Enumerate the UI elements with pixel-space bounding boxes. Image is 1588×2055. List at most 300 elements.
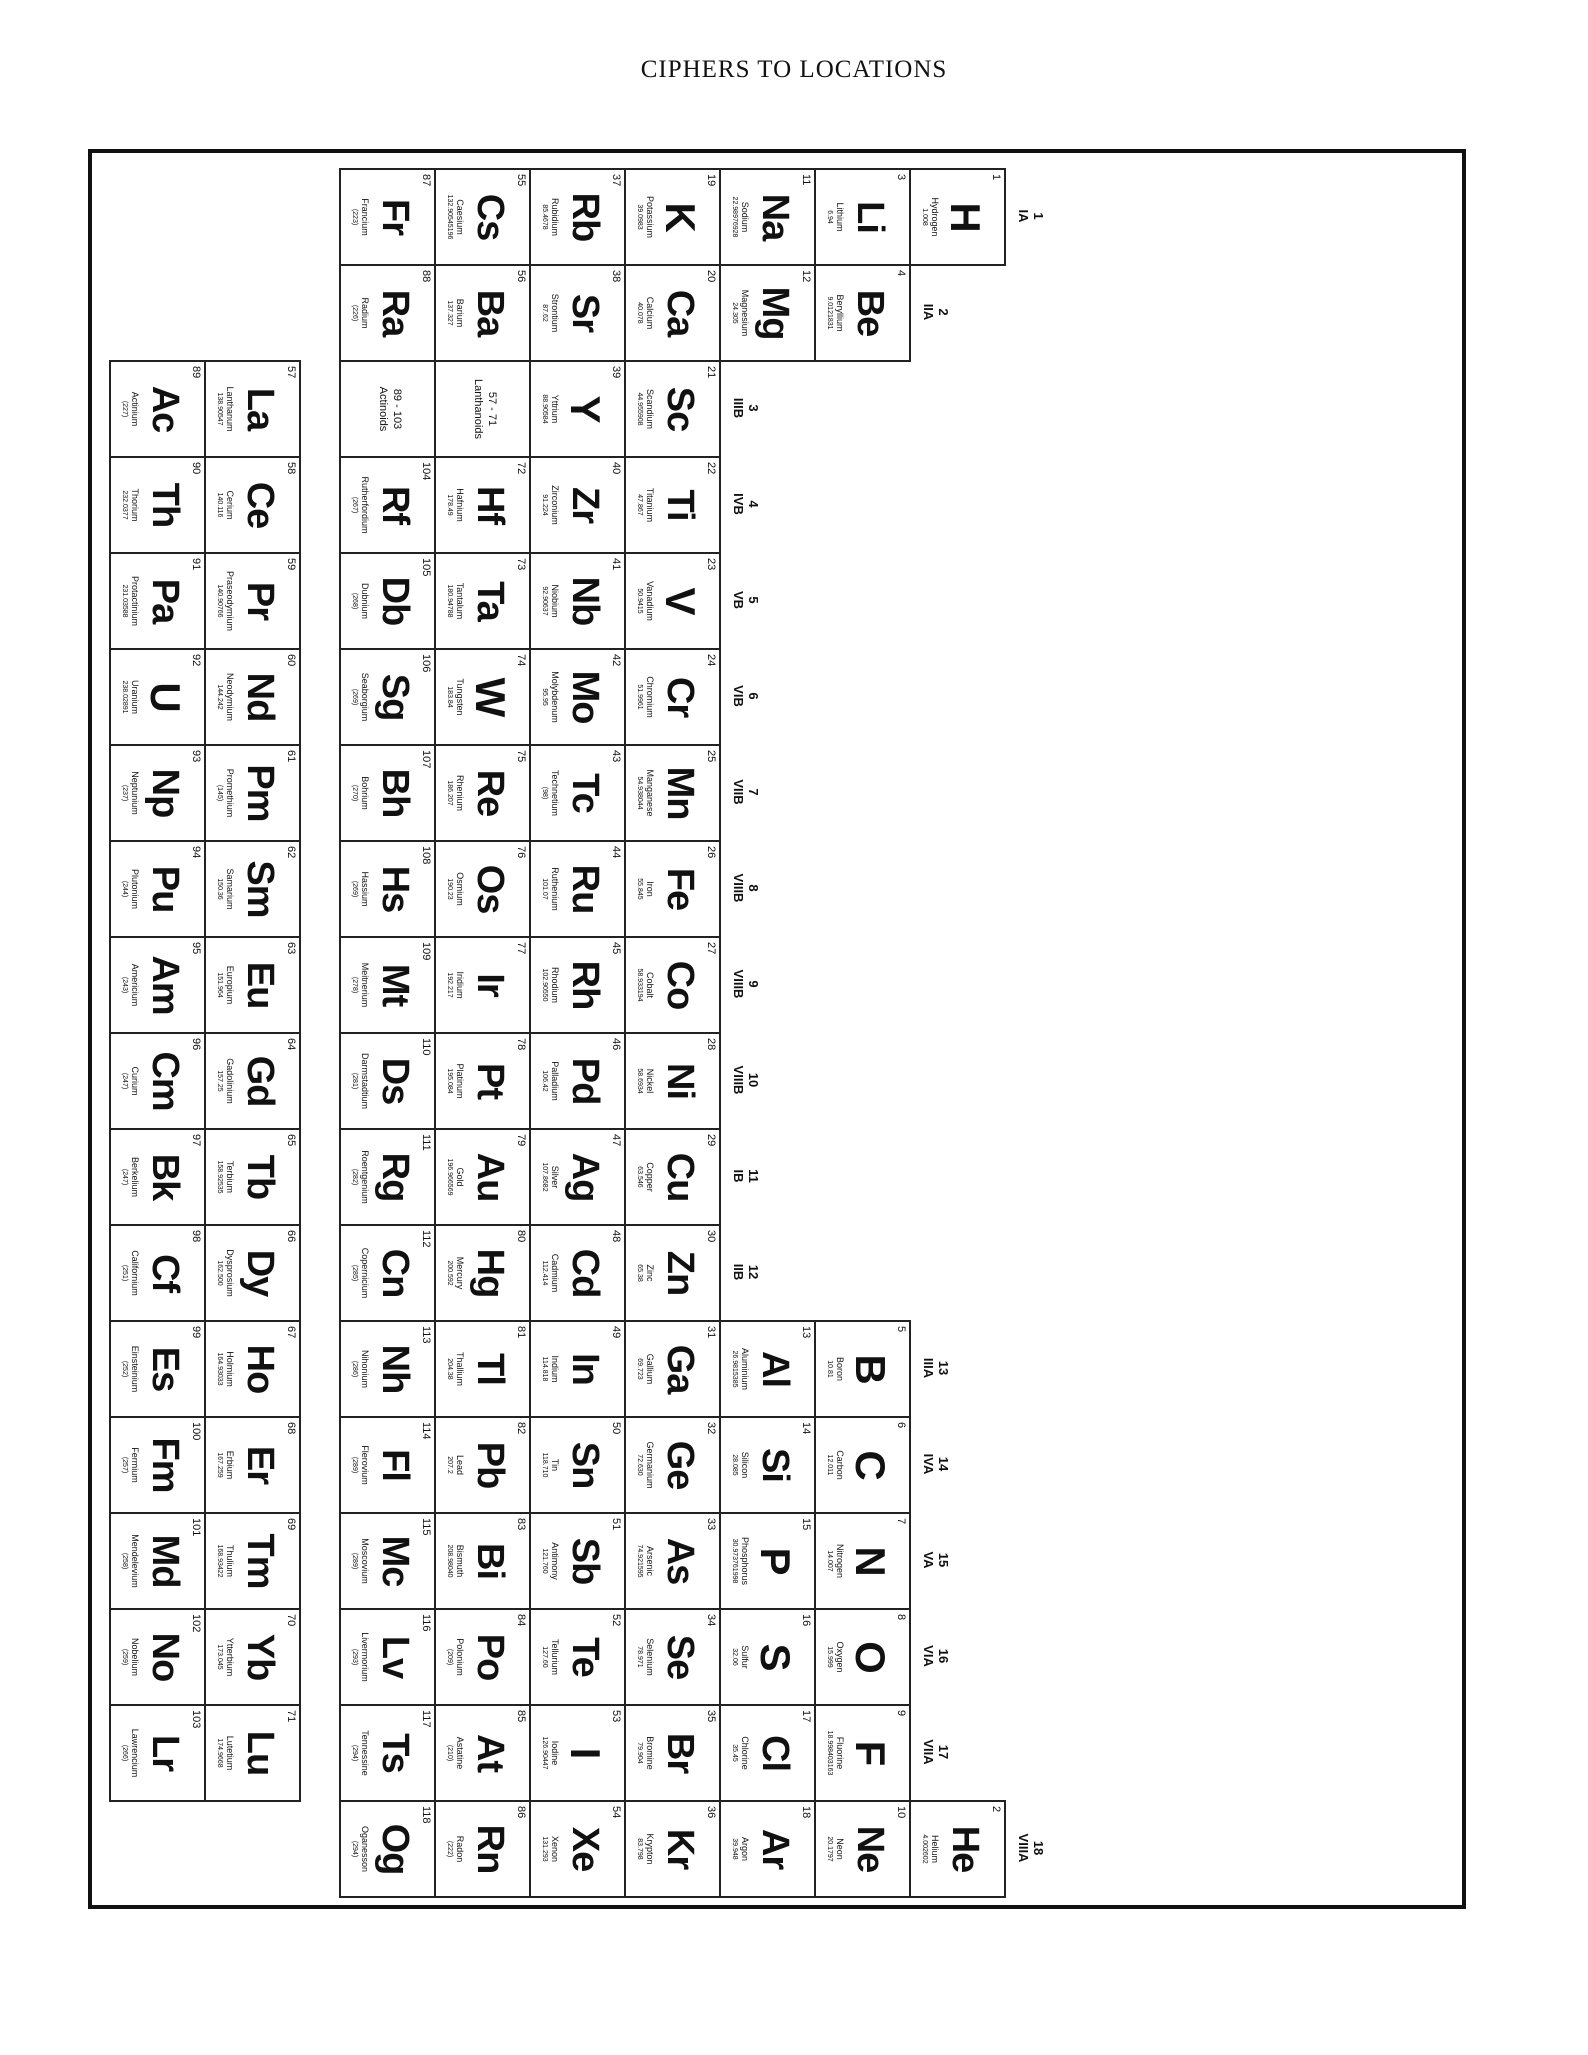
- element-name: Tin: [550, 1458, 560, 1472]
- atomic-mass: (252): [121, 1360, 128, 1378]
- element-cell-md: [109, 1512, 206, 1610]
- atomic-mass: (281): [351, 1072, 358, 1090]
- element-symbol: Pb: [469, 1441, 511, 1489]
- element-cell-na: [719, 168, 816, 266]
- element-name: Caesium: [455, 199, 465, 235]
- group-number: 13: [936, 1360, 951, 1376]
- atomic-mass: 6.94: [826, 210, 833, 224]
- atomic-mass: 168.93422: [216, 1544, 223, 1578]
- atomic-number: 96: [190, 1038, 202, 1051]
- element-cell-p: [719, 1512, 816, 1610]
- element-name: Neon: [835, 1838, 845, 1860]
- atomic-number: 79: [515, 1134, 527, 1147]
- element-cell-h: [909, 168, 1006, 266]
- group-header: [921, 1704, 951, 1800]
- element-name: Tellurium: [550, 1638, 560, 1675]
- atomic-mass: 4.002602: [921, 1834, 928, 1864]
- element-symbol: Ne: [849, 1825, 891, 1873]
- element-cell-n: [814, 1512, 911, 1610]
- element-cell-bi: [434, 1512, 531, 1610]
- atomic-number: 75: [515, 750, 527, 763]
- group-number: 17: [936, 1744, 951, 1760]
- element-cell-cn: [339, 1224, 436, 1322]
- element-symbol: Am: [144, 955, 186, 1015]
- element-symbol: Cf: [144, 1253, 186, 1293]
- element-name: Thulium: [225, 1544, 235, 1577]
- atomic-number: 99: [190, 1326, 202, 1339]
- atomic-mass: 186.207: [446, 780, 453, 806]
- atomic-mass: (247): [121, 1168, 128, 1186]
- atomic-number: 19: [705, 174, 717, 187]
- element-symbol: O: [847, 1641, 894, 1673]
- element-symbol: Og: [374, 1823, 416, 1875]
- group-number: 14: [936, 1456, 951, 1472]
- atomic-number: 16: [800, 1614, 812, 1627]
- element-cell-eu: [204, 936, 301, 1034]
- element-name: Californium: [130, 1250, 140, 1296]
- atomic-number: 9: [895, 1710, 907, 1717]
- element-cell-si: [719, 1416, 816, 1514]
- element-cell-dy: [204, 1224, 301, 1322]
- group-number: 8: [746, 884, 761, 892]
- element-symbol: H: [942, 202, 989, 232]
- element-name: Roentgenium: [360, 1150, 370, 1204]
- atomic-number: 23: [705, 558, 717, 571]
- element-symbol: Y: [562, 395, 609, 423]
- atomic-mass: 183.84: [446, 686, 453, 708]
- atomic-mass: 238.02891: [121, 680, 128, 714]
- element-symbol: Sn: [564, 1441, 606, 1489]
- element-name: Holmium: [225, 1351, 235, 1387]
- atomic-number: 57: [285, 366, 297, 379]
- element-cell-cd: [529, 1224, 626, 1322]
- atomic-number: 40: [610, 462, 622, 475]
- atomic-mass: 95.95: [541, 688, 548, 706]
- atomic-mass: (289): [351, 1456, 358, 1474]
- element-name: Sulfur: [740, 1645, 750, 1669]
- element-symbol: Tb: [239, 1154, 281, 1200]
- element-symbol: Ds: [374, 1057, 416, 1105]
- element-name: Potassium: [645, 195, 655, 239]
- element-symbol: Rf: [374, 485, 416, 525]
- element-symbol: Tl: [469, 1353, 511, 1385]
- element-cell-sc: [624, 360, 721, 458]
- atomic-number: 114: [420, 1422, 432, 1440]
- element-cell-ra: [339, 264, 436, 362]
- element-cell-c: [814, 1416, 911, 1514]
- element-name: Protactinium: [130, 575, 140, 627]
- atomic-mass: 79.904: [636, 1742, 643, 1764]
- element-name: Samarium: [225, 868, 235, 910]
- element-name: Actinium: [130, 391, 140, 427]
- element-cell-ho: [204, 1320, 301, 1418]
- element-name: Iridium: [455, 971, 465, 999]
- element-cell-i: [529, 1704, 626, 1802]
- element-name: Dysprosium: [225, 1249, 235, 1297]
- element-symbol: F: [847, 1740, 894, 1766]
- element-symbol: Ru: [564, 864, 606, 914]
- element-symbol: Fe: [659, 867, 701, 911]
- atomic-number: 36: [705, 1806, 717, 1819]
- atomic-number: 83: [515, 1518, 527, 1531]
- atomic-mass: 131.293: [541, 1836, 548, 1862]
- element-cell-rg: [339, 1128, 436, 1226]
- element-name: Uranium: [130, 679, 140, 714]
- group-header: [921, 264, 951, 360]
- element-cell-ag: [529, 1128, 626, 1226]
- element-name: Nobelium: [130, 1637, 140, 1677]
- element-name: Manganese: [645, 769, 655, 817]
- element-name: Francium: [360, 198, 370, 236]
- atomic-mass: 180.94788: [446, 584, 453, 618]
- element-symbol: Bh: [374, 768, 416, 818]
- element-name: Gold: [455, 1167, 465, 1187]
- element-name: Thallium: [455, 1351, 465, 1386]
- element-cell-ta: [434, 552, 531, 650]
- element-name: Arsenic: [645, 1545, 655, 1576]
- atomic-mass: 157.25: [216, 1070, 223, 1092]
- element-symbol: Fr: [374, 199, 416, 235]
- element-cell-th: [109, 456, 206, 554]
- atomic-mass: (270): [351, 784, 358, 802]
- element-name: Bromine: [645, 1736, 655, 1770]
- element-cell-os: [434, 840, 531, 938]
- series-placeholder-text: [471, 362, 499, 456]
- element-name: Bismuth: [455, 1544, 465, 1578]
- element-symbol: Rg: [374, 1152, 416, 1202]
- atomic-number: 116: [420, 1614, 432, 1632]
- element-cell-ge: [624, 1416, 721, 1514]
- atomic-number: 74: [515, 654, 527, 667]
- element-symbol: Ac: [144, 385, 186, 433]
- atomic-number: 87: [420, 174, 432, 187]
- atomic-number: 106: [420, 654, 432, 673]
- atomic-mass: 173.045: [216, 1644, 223, 1670]
- element-cell-sg: [339, 648, 436, 746]
- element-name: Copper: [645, 1162, 655, 1192]
- element-cell-es: [109, 1320, 206, 1418]
- atomic-mass: 140.116: [216, 492, 223, 518]
- atomic-mass: 167.259: [216, 1452, 223, 1478]
- element-name: Lutetium: [225, 1735, 235, 1771]
- atomic-mass: (294): [351, 1744, 358, 1762]
- element-name: Selenium: [645, 1638, 655, 1676]
- element-name: Fermium: [130, 1447, 140, 1483]
- element-cell-ru: [529, 840, 626, 938]
- atomic-mass: 14.007: [826, 1550, 833, 1572]
- atomic-number: 47: [610, 1134, 622, 1147]
- element-cell-kr: [624, 1800, 721, 1898]
- atomic-number: 5: [895, 1326, 907, 1333]
- atomic-mass: 200.592: [446, 1260, 453, 1286]
- element-name: Neptunium: [130, 771, 140, 815]
- atomic-number: 85: [515, 1710, 527, 1723]
- group-number: 12: [746, 1264, 761, 1280]
- atomic-mass: (285): [351, 1264, 358, 1282]
- element-cell-te: [529, 1608, 626, 1706]
- atomic-mass: (226): [351, 304, 358, 322]
- atomic-mass: (286): [351, 1360, 358, 1378]
- element-name: Silicon: [740, 1451, 750, 1479]
- element-symbol: Ag: [564, 1152, 606, 1202]
- element-name: Berkelium: [130, 1156, 140, 1197]
- element-name: Cobalt: [645, 971, 655, 998]
- element-symbol: Hg: [469, 1248, 511, 1298]
- atomic-number: 10: [895, 1806, 907, 1819]
- element-cell-lv: [339, 1608, 436, 1706]
- element-cell-mn: [624, 744, 721, 842]
- element-cell-zn: [624, 1224, 721, 1322]
- atomic-mass: (269): [351, 688, 358, 706]
- atomic-number: 80: [515, 1230, 527, 1243]
- group-roman: VIIIB: [731, 873, 746, 903]
- element-name: Sodium: [740, 201, 750, 233]
- element-cell-pb: [434, 1416, 531, 1514]
- atomic-mass: 190.23: [446, 878, 453, 900]
- element-symbol: Li: [849, 201, 891, 233]
- element-cell-cm: [109, 1032, 206, 1130]
- element-cell-ar: [719, 1800, 816, 1898]
- atomic-mass: 1.008: [921, 208, 928, 226]
- atomic-number: 30: [705, 1230, 717, 1243]
- atomic-number: 39: [610, 366, 622, 379]
- element-name: Ruthenium: [550, 867, 560, 911]
- element-cell-ba: [434, 264, 531, 362]
- element-name: Barium: [455, 298, 465, 328]
- element-symbol: Kr: [659, 1828, 701, 1870]
- element-cell-ni: [624, 1032, 721, 1130]
- element-name: Silver: [550, 1165, 560, 1189]
- group-number: 1: [1031, 212, 1046, 220]
- atomic-mass: 195.084: [446, 1068, 453, 1094]
- atomic-number: 90: [190, 462, 202, 475]
- atomic-number: 110: [420, 1038, 432, 1056]
- atomic-mass: (289): [351, 1552, 358, 1570]
- atomic-mass: 15.999: [826, 1646, 833, 1668]
- element-name: Einsteinium: [130, 1345, 140, 1393]
- element-name: Chromium: [645, 676, 655, 718]
- element-name: Tennessine: [360, 1730, 370, 1776]
- atomic-mass: (222): [446, 1840, 453, 1858]
- atomic-mass: 39.948: [731, 1838, 738, 1860]
- element-name: Zinc: [645, 1264, 655, 1282]
- element-symbol: Na: [754, 193, 796, 241]
- atomic-mass: (282): [351, 1168, 358, 1186]
- element-cell-mg: [719, 264, 816, 362]
- atomic-mass: 151.964: [216, 972, 223, 998]
- element-name: Yttrium: [550, 394, 560, 424]
- atomic-mass: 102.90550: [541, 968, 548, 1002]
- atomic-number: 18: [800, 1806, 812, 1819]
- atomic-mass: 22.98976928: [731, 196, 738, 238]
- atomic-mass: 74.921595: [636, 1544, 643, 1578]
- element-symbol: W: [467, 677, 514, 717]
- atomic-number: 44: [610, 846, 622, 859]
- element-name: Radium: [360, 297, 370, 329]
- atomic-mass: 192.217: [446, 972, 453, 998]
- group-number: 15: [936, 1552, 951, 1568]
- atomic-mass: 69.723: [636, 1358, 643, 1380]
- element-name: Chlorine: [740, 1736, 750, 1770]
- element-name: Rhenium: [455, 774, 465, 812]
- element-symbol: In: [564, 1353, 606, 1385]
- element-symbol: Np: [144, 768, 186, 818]
- series-range: 89 - 103: [391, 388, 403, 430]
- atomic-number: 6: [895, 1422, 907, 1429]
- atomic-mass: (145): [216, 784, 223, 802]
- atomic-number: 31: [705, 1326, 717, 1339]
- element-cell-tm: [204, 1512, 301, 1610]
- element-symbol: Ar: [754, 1828, 796, 1870]
- element-cell-np: [109, 744, 206, 842]
- atomic-mass: 126.90447: [541, 1736, 548, 1770]
- series-placeholder-text: [376, 362, 404, 456]
- element-cell-lu: [204, 1704, 301, 1802]
- element-name: Nihonium: [360, 1349, 370, 1389]
- element-cell-rf: [339, 456, 436, 554]
- atomic-mass: 140.90766: [216, 584, 223, 618]
- element-name: Rutherfordium: [360, 476, 370, 534]
- atomic-mass: 91.224: [541, 494, 548, 516]
- element-symbol: Cd: [564, 1248, 606, 1298]
- element-symbol: Pa: [144, 578, 186, 624]
- element-cell-se: [624, 1608, 721, 1706]
- atomic-mass: (268): [351, 592, 358, 610]
- atomic-mass: 39.0983: [636, 204, 643, 230]
- atomic-number: 86: [515, 1806, 527, 1819]
- atomic-mass: 121.760: [541, 1548, 548, 1574]
- atomic-number: 13: [800, 1326, 812, 1339]
- element-name: Argon: [740, 1836, 750, 1862]
- element-cell-cu: [624, 1128, 721, 1226]
- element-name: Fluorine: [835, 1736, 845, 1770]
- element-name: Strontium: [550, 293, 560, 333]
- element-cell-mc: [339, 1512, 436, 1610]
- element-symbol: Tm: [239, 1533, 281, 1589]
- element-symbol: Au: [469, 1152, 511, 1202]
- element-name: Vanadium: [645, 581, 655, 621]
- group-header: [921, 1512, 951, 1608]
- atomic-mass: 20.1797: [826, 1836, 833, 1862]
- element-name: Nitrogen: [835, 1543, 845, 1579]
- atomic-mass: 231.03588: [121, 584, 128, 618]
- group-roman: IIB: [731, 1263, 746, 1281]
- atomic-number: 27: [705, 942, 717, 955]
- element-name: Lanthanum: [225, 386, 235, 432]
- atomic-number: 29: [705, 1134, 717, 1147]
- atomic-mass: (247): [121, 1072, 128, 1090]
- element-symbol: Yb: [239, 1633, 281, 1681]
- atomic-mass: 150.36: [216, 878, 223, 900]
- atomic-number: 69: [285, 1518, 297, 1531]
- atomic-number: 77: [515, 942, 527, 955]
- element-symbol: Ir: [469, 973, 511, 997]
- element-symbol: At: [469, 1733, 511, 1773]
- atomic-number: 103: [190, 1710, 202, 1729]
- element-symbol: Th: [144, 482, 186, 528]
- element-symbol: Te: [564, 1637, 606, 1677]
- atomic-number: 28: [705, 1038, 717, 1051]
- atomic-mass: 101.07: [541, 878, 548, 900]
- element-name: Cadmium: [550, 1253, 560, 1293]
- element-cell-am: [109, 936, 206, 1034]
- atomic-number: 78: [515, 1038, 527, 1051]
- element-symbol: Es: [144, 1346, 186, 1392]
- element-cell-cl: [719, 1704, 816, 1802]
- atomic-number: 20: [705, 270, 717, 283]
- element-symbol: Ba: [469, 289, 511, 337]
- element-name: Iodine: [550, 1740, 560, 1766]
- element-name: Livermorium: [360, 1632, 370, 1682]
- group-number: 10: [746, 1072, 761, 1088]
- atomic-mass: 118.710: [541, 1452, 548, 1478]
- atomic-number: 117: [420, 1710, 432, 1728]
- element-cell-pr: [204, 552, 301, 650]
- element-name: Ytterbium: [225, 1637, 235, 1677]
- atomic-number: 66: [285, 1230, 297, 1243]
- atomic-number: 3: [895, 174, 907, 181]
- atomic-mass: 54.938044: [636, 776, 643, 810]
- element-name: Flerovium: [360, 1445, 370, 1485]
- element-name: Seaborgium: [360, 672, 370, 722]
- element-cell-fl: [339, 1416, 436, 1514]
- element-symbol: P: [752, 1547, 799, 1575]
- element-symbol: Mo: [564, 670, 606, 724]
- element-symbol: Lu: [239, 1730, 281, 1776]
- element-name: Germanium: [645, 1441, 655, 1489]
- element-cell-nh: [339, 1320, 436, 1418]
- element-symbol: Er: [239, 1445, 281, 1485]
- element-name: Phosphorus: [740, 1536, 750, 1586]
- element-name: Mendelevium: [130, 1534, 140, 1588]
- element-symbol: Mn: [659, 766, 701, 820]
- element-symbol: Ni: [659, 1063, 701, 1099]
- element-name: Lead: [455, 1454, 465, 1476]
- atomic-mass: 55.845: [636, 878, 643, 900]
- element-symbol: Md: [144, 1534, 186, 1588]
- atomic-number: 8: [895, 1614, 907, 1621]
- atomic-mass: 18.998403163: [826, 1730, 833, 1776]
- element-cell-v: [624, 552, 721, 650]
- element-name: Palladium: [550, 1061, 560, 1101]
- atomic-number: 53: [610, 1710, 622, 1723]
- element-cell-xe: [529, 1800, 626, 1898]
- element-symbol: Cn: [374, 1248, 416, 1298]
- element-cell-at: [434, 1704, 531, 1802]
- atomic-number: 37: [610, 174, 622, 187]
- element-symbol: Dy: [239, 1249, 281, 1297]
- element-cell-co: [624, 936, 721, 1034]
- atomic-number: 12: [800, 270, 812, 283]
- group-number: 18: [1031, 1840, 1046, 1856]
- element-cell-db: [339, 552, 436, 650]
- atomic-number: 1: [990, 174, 1002, 181]
- element-cell-li: [814, 168, 911, 266]
- atomic-number: 63: [285, 942, 297, 955]
- element-symbol: Zn: [659, 1250, 701, 1296]
- element-cell-ac: [109, 360, 206, 458]
- element-name: Terbium: [225, 1160, 235, 1193]
- element-symbol: I: [562, 1747, 609, 1759]
- element-name: Dubnium: [360, 582, 370, 620]
- element-symbol: Pm: [239, 764, 281, 822]
- element-symbol: Sm: [239, 860, 281, 918]
- atomic-number: 91: [190, 558, 202, 571]
- atomic-mass: 58.933194: [636, 968, 643, 1002]
- atomic-number: 65: [285, 1134, 297, 1147]
- atomic-number: 26: [705, 846, 717, 859]
- element-symbol: N: [847, 1546, 894, 1576]
